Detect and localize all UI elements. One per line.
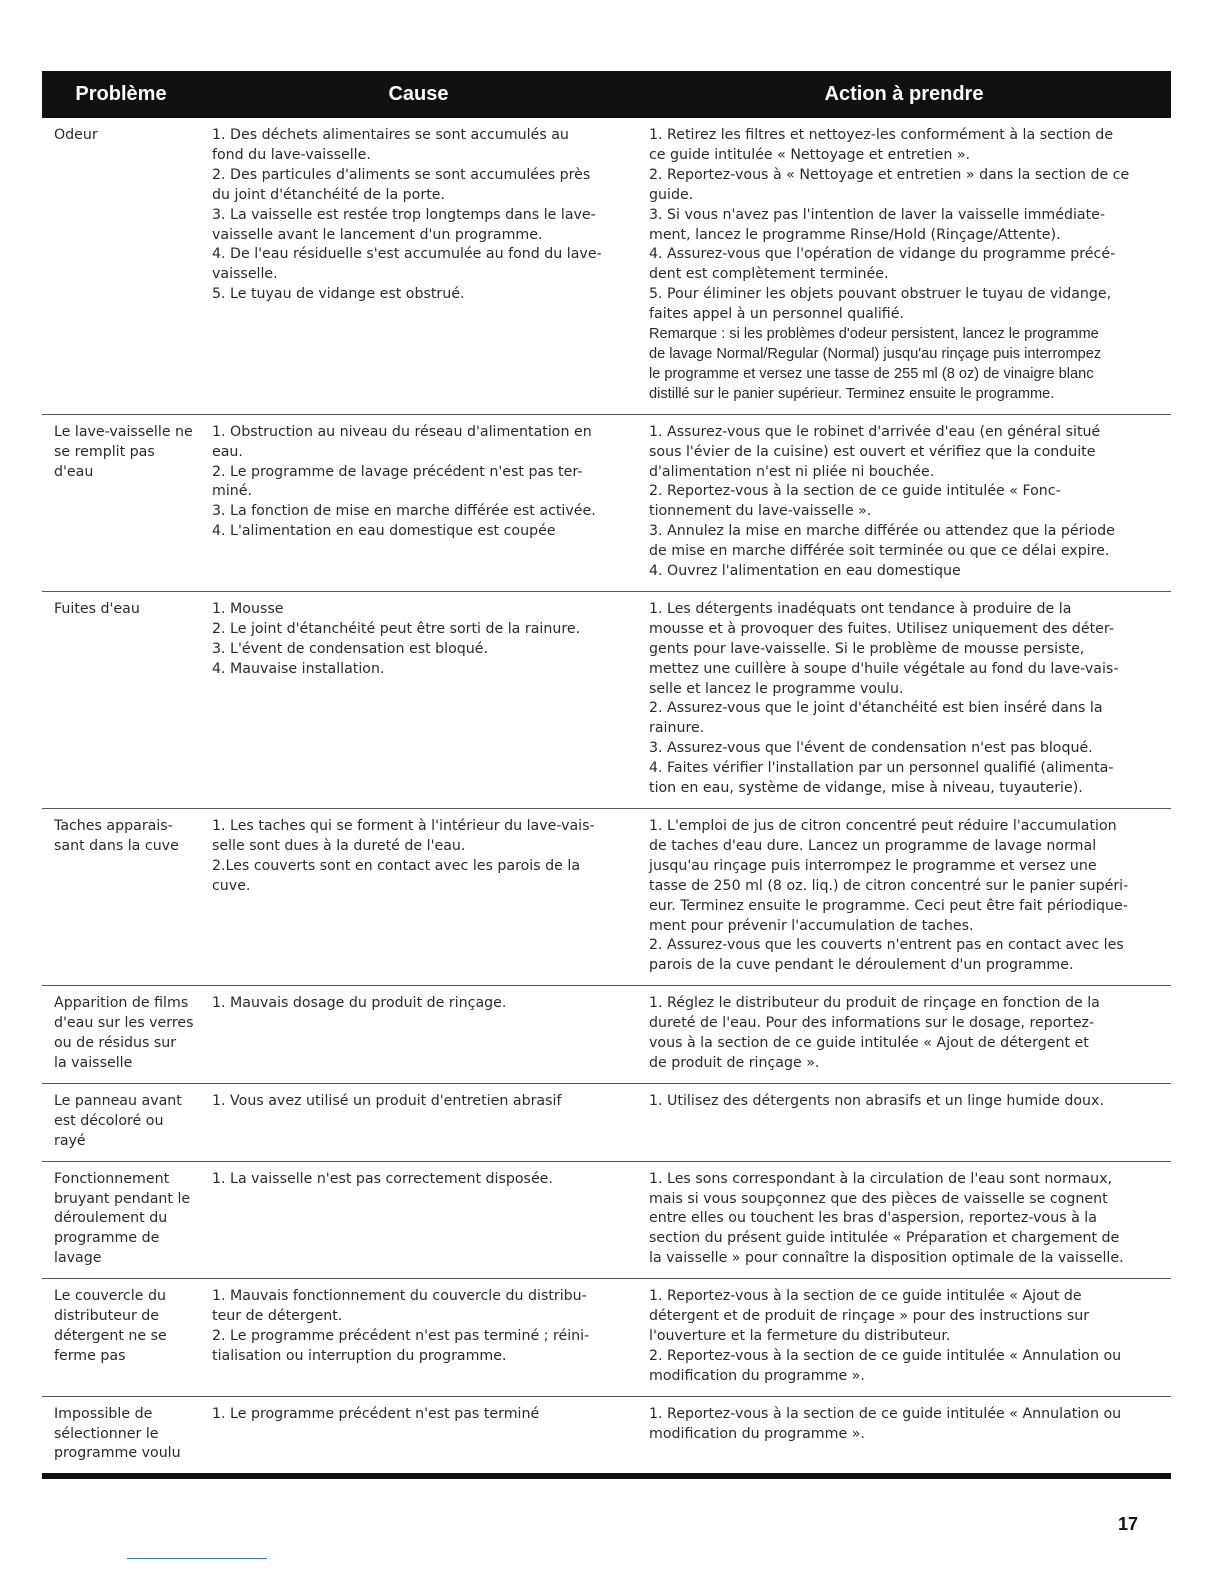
problem-cell-line: Odeur (54, 127, 98, 143)
action-cell-line: ce guide intitulée « Nettoyage et entretien ». (649, 146, 971, 163)
action-cell-line: rainure. (649, 720, 705, 737)
table-row (42, 591, 1171, 808)
cause-cell-line: teur de détergent. (212, 1308, 343, 1325)
action-cell-line: 2. Assurez-vous que le joint d'étanchéité est bien inséré dans la (649, 700, 1103, 717)
action-cell (637, 118, 1171, 414)
troubleshooting-table (42, 71, 1171, 1479)
cause-cell-line: 3. L'évent de condensation est bloqué. (212, 640, 489, 657)
action-cell-line: mousse et à provoquer des fuites. Utilisez uniquement des déter- (649, 620, 1114, 637)
problem-cell-line: Apparition de films (54, 995, 189, 1012)
action-note-line: le programme et versez une tasse de 255 ml (8 oz) de vinaigre blanc (649, 365, 1094, 382)
problem-cell-line: sant dans la cuve (54, 837, 179, 854)
action-cell-line: de mise en marche différée soit terminée ou que ce délai expire. (649, 543, 1110, 560)
action-cell-line: ment pour prévenir l'accumulation de taches. (649, 917, 974, 934)
problem-cell-line: est décoloré ou (54, 1112, 164, 1129)
action-cell-line: 1. Reportez-vous à la section de ce guide intitulée « Ajout de (649, 1288, 1082, 1305)
action-cell (637, 591, 1171, 808)
action-cell (637, 1083, 1171, 1161)
table-row (42, 414, 1171, 591)
action-cell-line: 1. Réglez le distributeur du produit de rinçage en fonction de la (649, 995, 1100, 1012)
table-row (42, 118, 1171, 414)
header-problem: Problème (42, 71, 200, 118)
action-cell-line: 4. Ouvrez l'alimentation en eau domestique (649, 563, 961, 580)
page-number: 17 (1118, 1514, 1139, 1534)
action-note-line: distillé sur le panier supérieur. Terminez ensuite le programme. (649, 385, 1055, 402)
action-cell (637, 1396, 1171, 1476)
table-header-row (42, 71, 1171, 118)
problem-cell-line: d'eau (54, 463, 94, 480)
cause-cell-line: vaisselle. (212, 266, 278, 283)
table-row (42, 1396, 1171, 1476)
cause-cell-line: 1. Mousse (212, 600, 284, 617)
action-cell-line: 3. Assurez-vous que l'évent de condensation n'est pas bloqué. (649, 740, 1093, 757)
action-cell-line: section du présent guide intitulée « Préparation et chargement de (649, 1230, 1120, 1247)
action-cell-line: 2. Reportez-vous à la section de ce guide intitulée « Fonc- (649, 483, 1061, 500)
action-cell-line: d'alimentation n'est ni pliée ni bouchée. (649, 463, 935, 480)
action-cell (637, 1279, 1171, 1397)
problem-cell-line: Le panneau avant (54, 1092, 182, 1109)
cause-cell-line: 1. Les taches qui se forment à l'intérieur du lave-vais- (212, 818, 595, 834)
problem-cell-line: Le couvercle du (54, 1288, 166, 1305)
action-cell-line: mettez une cuillère à soupe d'huile végétale au fond du lave-vais- (649, 660, 1119, 677)
action-cell-line: eur. Terminez ensuite le programme. Ceci peut être fait périodique- (649, 897, 1128, 914)
problem-cell (42, 414, 200, 591)
cause-cell-line: 2.Les couverts sont en contact avec les parois de la (212, 857, 581, 874)
action-cell-line: tasse de 250 ml (8 oz. liq.) de citron concentré sur le panier supéri- (649, 877, 1129, 894)
action-cell-line: 1. Reportez-vous à la section de ce guide intitulée « Annulation ou (649, 1405, 1122, 1422)
cause-cell-line: 4. L'alimentation en eau domestique est coupée (212, 523, 556, 540)
cause-cell-line: eau. (212, 443, 243, 460)
problem-cell (42, 1161, 200, 1279)
action-cell-line: sous l'évier de la cuisine) est ouvert et vérifiez que la conduite (649, 443, 1096, 460)
cause-cell-line: 3. La vaisselle est restée trop longtemps dans le lave- (212, 206, 596, 223)
action-cell-line: 2. Reportez-vous à « Nettoyage et entretien » dans la section de ce (649, 166, 1130, 183)
cause-cell (200, 809, 637, 986)
action-cell-line: modification du programme ». (649, 1425, 865, 1442)
action-cell-line: 2. Reportez-vous à la section de ce guide intitulée « Annulation ou (649, 1347, 1122, 1364)
header-cause: Cause (200, 71, 637, 118)
action-cell-line: faites appel à un personnel qualifié. (649, 306, 904, 323)
action-cell-line: tion en eau, système de vidange, mise à niveau, tuyauterie). (649, 780, 1083, 797)
problem-cell (42, 1279, 200, 1397)
header-action: Action à prendre (637, 71, 1171, 118)
action-cell-line: gents pour lave-vaisselle. Si le problème de mousse persiste, (649, 640, 1085, 657)
problem-cell (42, 1083, 200, 1161)
cause-cell (200, 118, 637, 414)
action-cell-line: entre elles ou touchent les bras d'aspersion, reportez-vous à la (649, 1210, 1097, 1227)
table-row (42, 1161, 1171, 1279)
cause-cell-line: 2. Des particules d'aliments se sont accumulées près (212, 166, 591, 183)
problem-cell (42, 118, 200, 414)
cause-cell (200, 591, 637, 808)
problem-cell-line: Le lave-vaisselle ne (54, 423, 193, 440)
action-cell (637, 414, 1171, 591)
problem-cell-line: sélectionner le (54, 1425, 159, 1442)
problem-cell-line: programme voulu (54, 1445, 181, 1462)
problem-cell-line: d'eau sur les verres (54, 1015, 194, 1032)
cause-cell (200, 414, 637, 591)
cause-cell (200, 1279, 637, 1397)
action-cell-line: 4. Assurez-vous que l'opération de vidange du programme précé- (649, 246, 1116, 263)
table-body (42, 118, 1171, 1476)
action-note-line: de lavage Normal/Regular (Normal) jusqu'au rinçage puis interrompez (649, 345, 1102, 362)
cause-cell (200, 1083, 637, 1161)
cause-cell-line: selle sont dues à la dureté de l'eau. (212, 837, 466, 854)
problem-cell-line: rayé (54, 1132, 86, 1149)
cause-cell-line: 1. Mauvais fonctionnement du couvercle du distribu- (212, 1288, 587, 1305)
cause-cell-line: fond du lave-vaisselle. (212, 146, 371, 163)
table-row (42, 1279, 1171, 1397)
action-cell-line: de produit de rinçage ». (649, 1054, 820, 1071)
action-cell-line: 1. Retirez les filtres et nettoyez-les conformément à la section de (649, 127, 1114, 143)
troubleshooting-table-page (42, 71, 1171, 1479)
cause-cell-line: 3. La fonction de mise en marche différée est activée. (212, 503, 596, 520)
action-cell-line: ment, lancez le programme Rinse/Hold (Rinçage/Attente). (649, 226, 1061, 243)
cause-cell-line: 4. De l'eau résiduelle s'est accumulée au fond du lave- (212, 246, 602, 263)
action-cell-line: dent est complètement terminée. (649, 266, 889, 283)
table-row (42, 1083, 1171, 1161)
action-cell-line: 1. Assurez-vous que le robinet d'arrivée d'eau (en général situé (649, 423, 1101, 440)
action-cell-line: tionnement du lave-vaisselle ». (649, 503, 872, 520)
action-cell (637, 809, 1171, 986)
action-cell-line: jusqu'au rinçage puis interrompez le programme et versez une (649, 857, 1097, 874)
cause-cell (200, 986, 637, 1084)
action-cell-line: dureté de l'eau. Pour des informations sur le dosage, reportez- (649, 1015, 1095, 1032)
problem-cell-line: Impossible de (54, 1405, 153, 1422)
action-cell-line: l'ouverture et la fermeture du distributeur. (649, 1327, 951, 1344)
cause-cell-line: du joint d'étanchéité de la porte. (212, 186, 445, 203)
cause-cell-line: 4. Mauvaise installation. (212, 660, 385, 677)
problem-cell (42, 986, 200, 1084)
table-row (42, 809, 1171, 986)
problem-cell-line: détergent ne se (54, 1327, 167, 1344)
problem-cell (42, 591, 200, 808)
cause-cell-line: 1. Mauvais dosage du produit de rinçage. (212, 995, 507, 1012)
footer-rule (127, 1558, 267, 1559)
cause-cell-line: 2. Le joint d'étanchéité peut être sorti de la rainure. (212, 620, 581, 637)
cause-cell-line: miné. (212, 483, 252, 500)
action-cell-line: 3. Si vous n'avez pas l'intention de laver la vaisselle immédiate- (649, 206, 1106, 223)
problem-cell-line: ferme pas (54, 1347, 126, 1364)
problem-cell-line: bruyant pendant le (54, 1190, 191, 1207)
action-cell-line: guide. (649, 186, 694, 203)
action-cell-line: modification du programme ». (649, 1367, 865, 1384)
problem-cell-line: déroulement du (54, 1210, 168, 1227)
action-cell (637, 986, 1171, 1084)
action-cell-line: 1. Les sons correspondant à la circulation de l'eau sont normaux, (649, 1170, 1112, 1187)
action-cell-line: 4. Faites vérifier l'installation par un personnel qualifié (alimenta- (649, 760, 1114, 777)
cause-cell-line: 2. Le programme de lavage précédent n'est pas ter- (212, 463, 583, 480)
problem-cell-line: la vaisselle (54, 1054, 133, 1071)
cause-cell-line: 1. Obstruction au niveau du réseau d'alimentation en (212, 423, 592, 440)
action-cell-line: 3. Annulez la mise en marche différée ou attendez que la période (649, 523, 1115, 540)
cause-cell-line: 1. Vous avez utilisé un produit d'entretien abrasif (212, 1092, 562, 1109)
problem-cell-line: Taches apparais- (54, 818, 173, 834)
cause-cell-line: tialisation ou interruption du programme. (212, 1347, 507, 1364)
cause-cell (200, 1396, 637, 1476)
cause-cell-line: 1. Le programme précédent n'est pas terminé (212, 1405, 540, 1422)
problem-cell-line: programme de (54, 1230, 160, 1247)
action-cell-line: 1. L'emploi de jus de citron concentré peut réduire l'accumulation (649, 818, 1117, 834)
problem-cell-line: se remplit pas (54, 443, 155, 460)
action-cell-line: 5. Pour éliminer les objets pouvant obstruer le tuyau de vidange, (649, 286, 1112, 303)
action-cell-line: parois de la cuve pendant le déroulement d'un programme. (649, 957, 1074, 974)
cause-cell-line: vaisselle avant le lancement d'un programme. (212, 226, 543, 243)
action-cell-line: la vaisselle » pour connaître la disposition optimale de la vaisselle. (649, 1250, 1124, 1267)
action-cell-line: vous à la section de ce guide intitulée « Ajout de détergent et (649, 1035, 1089, 1052)
cause-cell-line: 1. La vaisselle n'est pas correctement disposée. (212, 1170, 553, 1187)
cause-cell (200, 1161, 637, 1279)
action-cell-line: de taches d'eau dure. Lancez un programme de lavage normal (649, 837, 1097, 854)
action-cell-line: 1. Les détergents inadéquats ont tendance à produire de la (649, 600, 1072, 617)
action-cell-line: 2. Assurez-vous que les couverts n'entrent pas en contact avec les (649, 937, 1124, 954)
table-row (42, 986, 1171, 1084)
action-cell (637, 1161, 1171, 1279)
cause-cell-line: 1. Des déchets alimentaires se sont accumulés au (212, 127, 569, 143)
problem-cell-line: ou de résidus sur (54, 1035, 177, 1052)
action-cell-line: mais si vous soupçonnez que des pièces de vaisselle se cognent (649, 1190, 1108, 1207)
action-cell-line: 1. Utilisez des détergents non abrasifs et un linge humide doux. (649, 1092, 1104, 1109)
action-cell-line: détergent et de produit de rinçage » pour des instructions sur (649, 1308, 1090, 1325)
problem-cell (42, 809, 200, 986)
cause-cell-line: cuve. (212, 877, 251, 894)
problem-cell-line: lavage (54, 1250, 102, 1267)
action-note-line: Remarque : si les problèmes d'odeur persistent, lancez le programme (649, 326, 1099, 343)
problem-cell-line: distributeur de (54, 1308, 160, 1325)
cause-cell-line: 2. Le programme précédent n'est pas terminé ; réini- (212, 1327, 590, 1344)
problem-cell (42, 1396, 200, 1476)
action-cell-line: selle et lancez le programme voulu. (649, 680, 904, 697)
problem-cell-line: Fuites d'eau (54, 600, 140, 617)
problem-cell-line: Fonctionnement (54, 1170, 170, 1187)
cause-cell-line: 5. Le tuyau de vidange est obstrué. (212, 286, 465, 303)
